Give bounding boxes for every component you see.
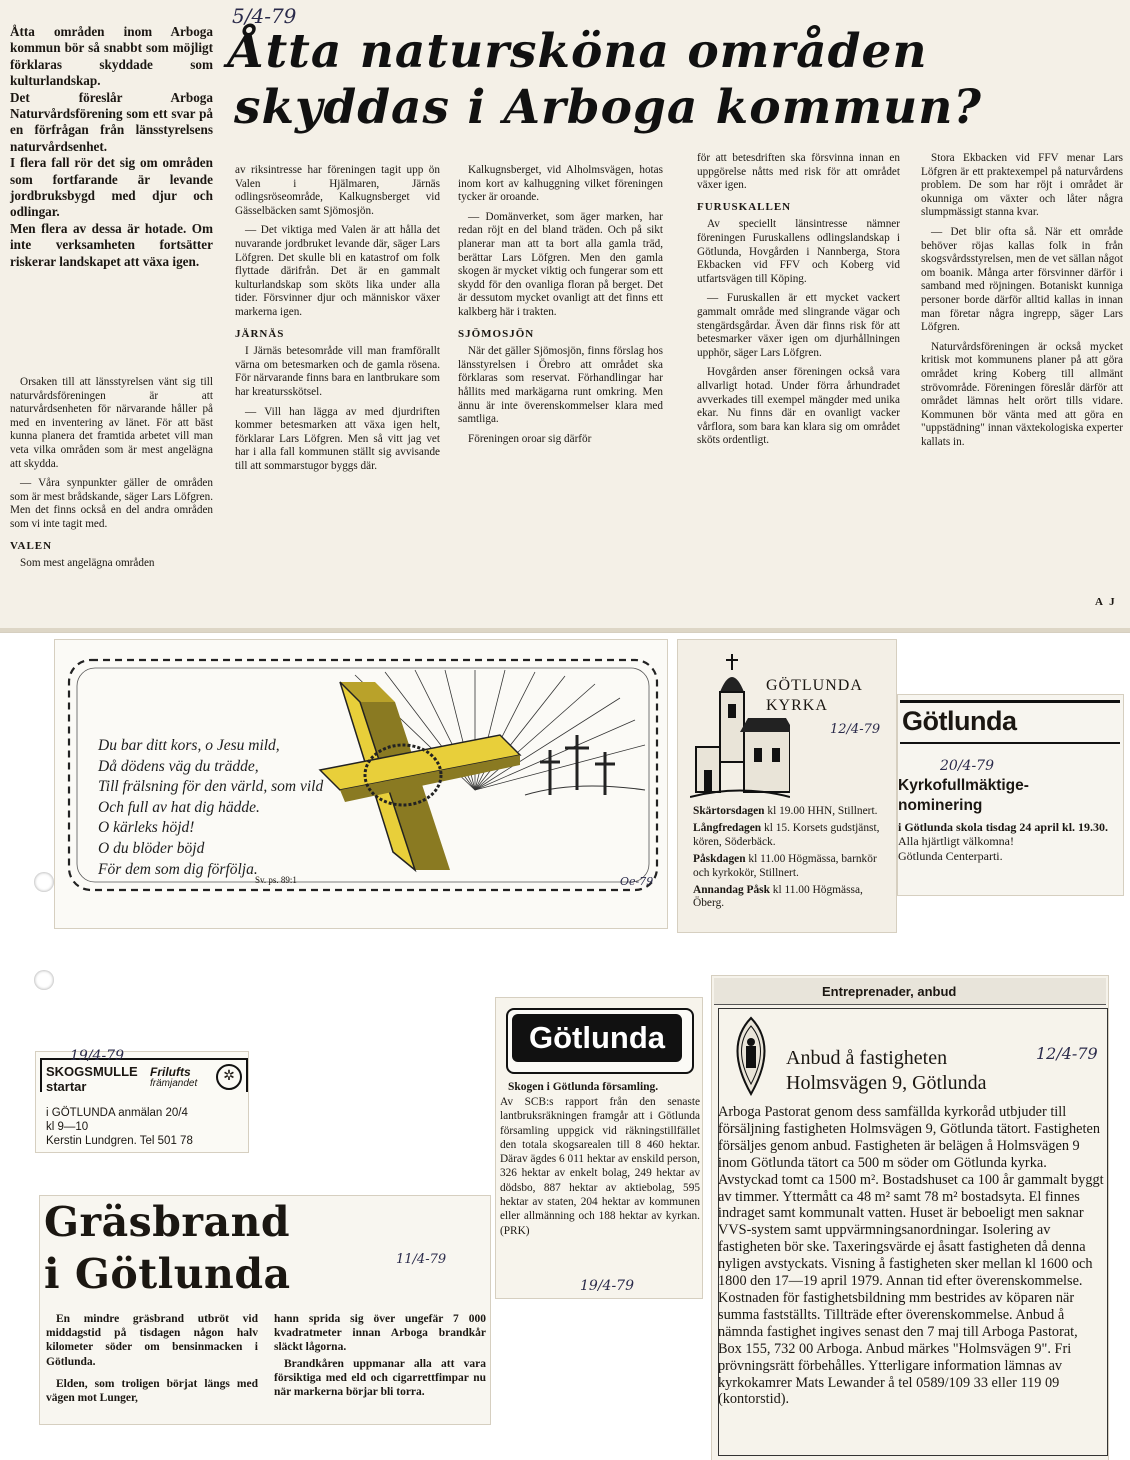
skogsmulle-title-line-2: startar [46, 1079, 87, 1094]
skogsmulle-body [46, 1106, 193, 1148]
body-paragraph: — Det blir ofta så. När ett område behöver röjas kallas folk in från skogsvårdsstyrelsen, men de vet sällan något om boanik. Många arter försvinner därför i samband med röjningen. Botaniskt kunniga personer borde därför alltid kallas in innan man företar några ingrepp, säger Lars Löfgren. [921, 225, 1123, 334]
service-entry [693, 853, 893, 880]
body-paragraph: — Domänverket, som äger marken, har redan röjt en del bland träden. Och på sikt planerar man att ta bort alla gamla träd, berättar Lars Löfgren. Men den gamla skogen är mycket viktig och fungerar som ett skydd för den ovanliga floran på berget. Det är dessutom mycket ovanligt att det finns ett kalkberg här i trakten. [458, 210, 663, 318]
date-annotation: 19/4-79 [580, 1278, 634, 1294]
arboga-pastorat-seal-icon [722, 1016, 780, 1096]
fire-paragraph: hann sprida sig över ungefär 7 000 kvadratmeter innan Arboga brandkår släckt lågorna. [274, 1313, 486, 1354]
fire-paragraph: En mindre gräsbrand utbröt vid middagstid på tisdagen någon halv kilometer söder om bensinmacken i Götlunda. [46, 1313, 258, 1368]
lead-paragraph: Åtta områden inom Arboga kommun bör så snabbt som möjligt förklaras skyddade som kulturlandskap. [10, 24, 213, 89]
poem-line: O du blöder böjd [98, 839, 205, 857]
church-title-line-2: KYRKA [766, 697, 828, 714]
section-label: Entreprenader, anbud [822, 984, 957, 999]
date-annotation: 12/4-79 [1036, 1044, 1098, 1063]
byline: A J [1095, 596, 1117, 608]
article-column-1 [10, 376, 213, 577]
church-title-line-1: GÖTLUNDA [766, 677, 863, 694]
service-entry [693, 805, 893, 818]
headline [228, 24, 1128, 136]
date-annotation: 5/4-79 [232, 4, 297, 28]
article-column-2 [235, 164, 440, 479]
fire-paragraph: Brandkåren uppmanar alla att vara försiktiga med eld och cigarrettfimpar nu när markerna börjar bli torra. [274, 1357, 486, 1399]
poem-line: O kärleks höjd! [98, 819, 195, 837]
cross-icon [320, 682, 520, 870]
date-annotation: 11/4-79 [396, 1252, 447, 1267]
lead-paragraph: Men flera av dessa är hotade. Om inte verksamheten fortsätter riskerar landskapet att växa igen. [10, 220, 213, 269]
service-day: Annandag Påsk [693, 884, 770, 897]
skogsmulle-figure-icon: ✲ [216, 1064, 242, 1090]
body-paragraph: Av speciellt länsintresse nämner föreningen Furuskallens odlingslandskap i Götlunda, Hovgården i Nannberga, Stora Ekbacken vid FFV och Koberg vid utfartsvägen till Köping. [697, 218, 900, 285]
body-paragraph: När det gäller Sjömosjön, finns förslag hos länsstyrelsen i Örebro att området ska förklaras som reservat. Förhandlingar har hållits med markägarna runt omkring. Men ännu är inte överenskommelser klara med samtliga. [458, 345, 663, 426]
poem-line: Och full av hat dig hädde. [98, 798, 260, 816]
date-annotation: 20/4-79 [940, 758, 994, 774]
artist-mark: Oe-79 [620, 875, 654, 888]
subheading: FURUSKALLEN [697, 200, 792, 213]
date-annotation: 19/4-79 [70, 1048, 124, 1064]
auction-body: Arboga Pastorat genom dess samfällda kyrkoråd utbjuder till försäljning fastigheten Holmsvägen 9, Götlunda tätort. Fastigheten försäljes genom anbud. Fastigheten är belägen å Holmsvägen 9 inom Götlunda tätort ca 500 m söder om Götlunda kyrka. Avstyckad tomt ca 1500 m². Bostadshuset ca 100 år gammalt byggt av timmer. Yttermått ca 48 m² samt 78 m² bostadsyta. El finnes indraget samt kommunalt vatten. Huset är beboeligt men saknar VVS-system samt uppvärmningsanordningar. Isolering av fastigheten bör ske. Taxeringsvärde ej åsatt fastigheten då denna nyligen avstyckats. Visning å fastigheten sker mellan kl 1600 och 1800 den 17—19 april 1979. Annan tid efter överenskommelse. Kostnaden för fastighetsbildning mm bestrides av köparen när summa fastställts. Tillträde efter överenskommelse. Anbud å nämnda fastighet ingives senast den 7 maj till Arboga Pastorat, Box 155, 732 00 Arboga. Anbud märkes "Holmsvägen 9". Fri prövningsrätt förbehålles. Ytterligare information lämnas av kyrkokamrer Mats Lewander å tel 0589/109 33 eller 119 09 (kontorstid). [718, 1104, 1104, 1408]
skogsmulle-title-line-1: SKOGSMULLE [46, 1064, 138, 1079]
friluftsframjandet-logo [150, 1066, 197, 1090]
body-paragraph: — Furuskallen är ett mycket vackert gammalt område med slingrande vägar och stengärdsgårdar. Även där finns risk för att betesmarker växer igen om djurhållningen upphör, säger Lars Löfgren. [697, 292, 900, 359]
article-column-3 [458, 164, 663, 452]
body-paragraph: Hovgården anser föreningen också vara allvarligt hotad. Under förra århundradet avverkades till exempel mängder med unika ekar. Nu finns där en ovanligt vacker vårflora, som bara kan klara sig om området sköts ordentligt. [697, 366, 900, 447]
service-day: Långfredagen [693, 822, 762, 835]
fire-paragraph: Elden, som troligen börjat längs med vägen mot Lunger, [46, 1377, 258, 1405]
fire-headline-line-2: i Götlunda [44, 1250, 291, 1298]
poem-line: Då dödens väg du trädde, [98, 757, 259, 775]
service-day: Skärtorsdagen [693, 805, 765, 817]
service-entry [693, 822, 893, 849]
article-column-4 [697, 152, 900, 454]
nomination-welcome: Alla hjärtligt välkomna! [898, 834, 1014, 849]
nomination-body [898, 820, 1123, 863]
subheading: SJÖMOSJÖN [458, 327, 535, 340]
skogsmulle-body-line: i GÖTLUNDA anmälan 20/4 [46, 1107, 188, 1119]
body-paragraph: I Järnäs betesområde vill man framförallt värna om betesmarken och de gamla rösena. För närvarande finns bara en lantbrukare som har kreatursskötsel. [235, 345, 440, 398]
body-paragraph: av riksintresse har föreningen tagit upp ön Valen i Hjälmaren, Järnäs odlingsröseområde, Kalkugnsberget vid Gässelbäcken samt Sjömosjön. [235, 164, 440, 217]
poem-line: För dem som dig förfölja. [98, 860, 258, 878]
church-title [766, 676, 863, 716]
fire-column-2 [274, 1312, 486, 1399]
date-annotation: 12/4-79 [830, 722, 881, 737]
headline-line-2: skyddas i Arboga kommun? [234, 80, 982, 135]
org-name-line-2: främjandet [150, 1078, 198, 1089]
scissor-cut-line [0, 628, 1130, 632]
nomination-header: Götlunda [902, 706, 1017, 736]
subheading: JÄRNÄS [235, 327, 285, 340]
auction-title-line-2: Holmsvägen 9, Götlunda [786, 1072, 987, 1094]
body-paragraph: — Det viktiga med Valen är att hålla det nuvarande jordbruket levande där, säger Lars Löfgren. Det skulle bli en katastrof om folk flyttade därifrån. Det är en gammalt kulturlandskap som sköts lika under alla tider. Försvinner djur och människor växer markerna igen. [235, 224, 440, 318]
subheading: VALEN [10, 539, 53, 552]
nomination-signature: Götlunda Centerparti. [898, 848, 1003, 863]
skogsmulle-body-line: kl 9—10 [46, 1121, 89, 1133]
poem-line: Du bar ditt kors, o Jesu mild, [98, 737, 280, 754]
nomination-header-rule [900, 742, 1120, 744]
nomination-top-rule [900, 700, 1120, 703]
body-paragraph: — Vill han lägga av med djurdriften kommer betesmarken att växa igen helt, förklarar Lars Löfgren. Men så vitt jag vet har i alla fall kommunen ställt sig avvisande till att sommarstugor byggs där. [235, 405, 440, 472]
nomination-details: i Götlunda skola tisdag 24 april kl. 19.30. [898, 820, 1109, 834]
body-paragraph: — Våra synpunkter gäller de områden som är mest brådskande, säger Lars Löfgren. Men det finns också en del andra områden som vi inte tagit med. [10, 477, 213, 530]
body-paragraph: Naturvårdsföreningen är också mycket kritisk mot kommunens planer på att göra området kring Koberg till allmänt strövområde. Föreningen föreslår därför att området lämnas helt orört tills vidare. Kommunen bör vänta med att göra en "uppstädning" innan växtekologiska experter kallats in. [921, 340, 1123, 448]
body-paragraph: Stora Ekbacken vid FFV menar Lars Löfgren är ett praktexempel på naturvårdens problem. De som har röjt i området är okunniga om växter och låter några slumpmässigt stanna kvar. [921, 152, 1123, 219]
org-name-line-1: Frilufts [150, 1065, 191, 1079]
lead-paragraphs [10, 24, 213, 270]
hymn-reference: Sv. ps. 89:1 [255, 875, 297, 885]
lead-paragraph: I flera fall rör det sig om områden som fortfarande är levande jordbruksbygd med djur och odlingar. [10, 155, 213, 220]
body-paragraph: Orsaken till att länsstyrelsen vänt sig till naturvårdsföreningen är att naturvårdsenheten för närvarande håller på med en inventering av länet. För att bäst kunna planera det framtida arbetet vill man veta vilka områden som är mest angelägna att skydda. [10, 376, 213, 470]
headline-line-1: Åtta natursköna områden [228, 24, 928, 79]
auction-title-line-1: Anbud å fastigheten [786, 1047, 948, 1069]
three-crosses-icon [540, 735, 615, 795]
punch-hole [34, 970, 54, 990]
nomination-title: Kyrkofullmäktige-nominering [898, 777, 1029, 814]
service-details: kl 11.00 Högmässa, barnkör och kyrkokör, Stillnert. [693, 853, 877, 879]
service-details: kl 15. Korsets gudstjänst, kören, Söderbäck. [693, 822, 880, 848]
body-paragraph: för att betesdriften ska försvinna innan en uppgörelse nåtts med risk för att området växer igen. [697, 152, 900, 192]
forest-notice-body: Av SCB:s rapport från den senaste lantbruksräkningen framgår att i Götlunda församling uppgick vid räkningstillfället den totala skogsarealen till 8 460 hektar. Därav ägdes 6 011 hektar av enskild person, 326 hektar av enkelt bolag, 249 hektar av dödsbo, 887 hektar av aktiebolag, 595 hektar av staten, 204 hektar av kommunen eller allmänning och 188 hektar av kyrkan. (PRK) [500, 1096, 700, 1237]
body-paragraph: Kalkugnsberget, vid Alholmsvägen, hotas inom kort av kalhuggning vilket föreningen tycker är oroande. [458, 164, 663, 204]
skogsmulle-contact: Kerstin Lundgren. Tel 501 78 [46, 1135, 193, 1147]
hill-line [525, 786, 645, 795]
body-paragraph: Föreningen oroar sig därför [468, 432, 592, 445]
body-paragraph: Som mest angelägna områden [20, 557, 155, 570]
fire-headline-line-1: Gräsbrand [44, 1198, 291, 1246]
church-icon [690, 652, 790, 802]
hymn-verse [98, 736, 328, 880]
lead-paragraph: Det föreslår Arboga Naturvårdsförening som ett svar på en förfrågan från länsstyrelsens naturvårdsenhet. [10, 89, 213, 154]
article-column-5 [921, 152, 1123, 455]
punch-hole [34, 872, 54, 892]
service-entry [693, 884, 893, 911]
service-schedule [693, 805, 893, 915]
service-details: kl 19.00 HHN, Stillnert. [767, 805, 878, 817]
skogsmulle-title [46, 1064, 138, 1094]
fire-column-1 [46, 1312, 258, 1405]
service-details: kl 11.00 Högmässa, Öberg. [693, 884, 863, 910]
service-day: Påskdagen [693, 853, 746, 866]
auction-title [786, 1046, 987, 1096]
poem-line: Till frälsning för den värld, som vild [98, 778, 324, 796]
forest-notice-title: Skogen i Götlunda församling. [508, 1081, 659, 1093]
gotlunda-logo-text: Götlunda [528, 1020, 666, 1055]
fire-headline [44, 1196, 291, 1300]
